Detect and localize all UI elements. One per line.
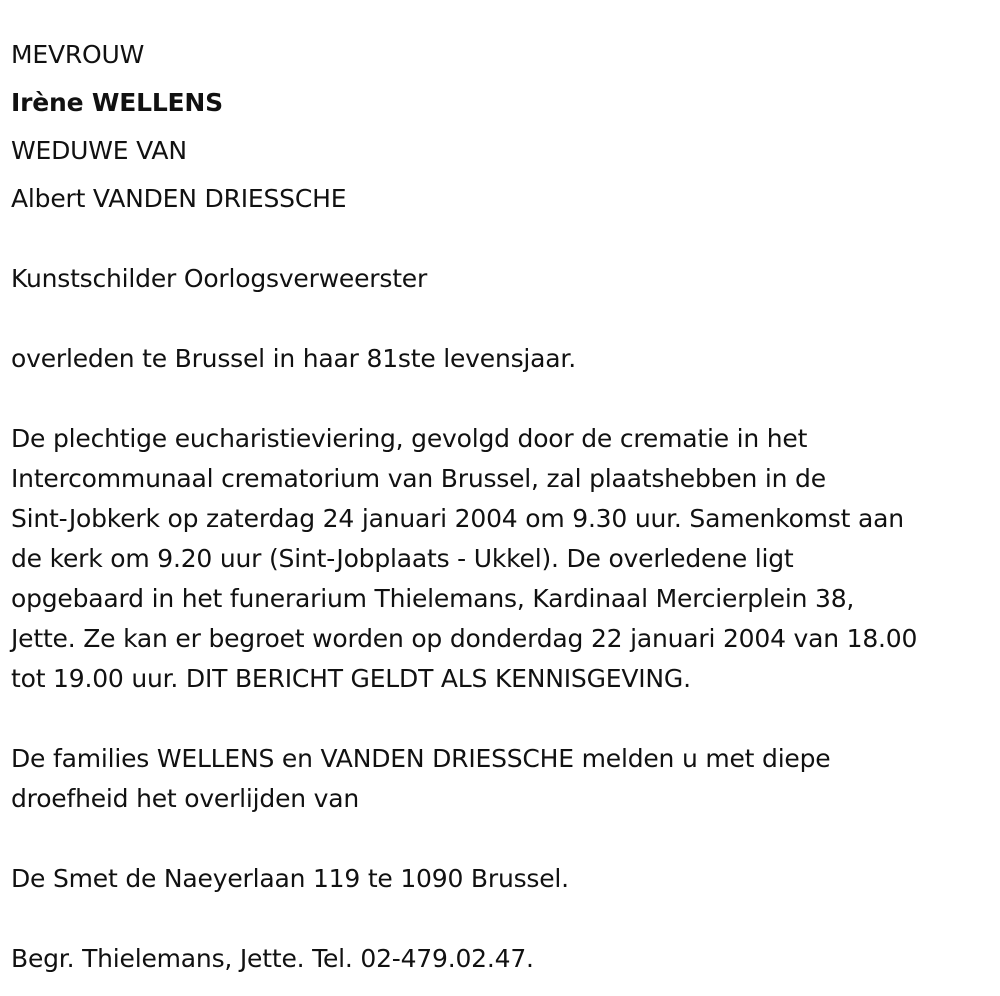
ceremony-line: Jette. Ze kan er begroet worden op donderdag 22 januari 2004 van 18.00	[11, 624, 918, 653]
families-paragraph	[11, 739, 993, 819]
address: De Smet de Naeyerlaan 119 te 1090 Brussel.	[11, 864, 569, 893]
spacer	[11, 899, 993, 939]
spacer	[11, 699, 993, 739]
deceased-name: Irène WELLENS	[11, 88, 223, 117]
spouse-name: Albert VANDEN DRIESSCHE	[11, 184, 347, 213]
ceremony-line: Sint-Jobkerk op zaterdag 24 januari 2004 om 9.30 uur. Samenkomst aan	[11, 504, 904, 533]
death-statement: overleden te Brussel in haar 81ste levensjaar.	[11, 344, 576, 373]
ceremony-line: tot 19.00 uur. DIT BERICHT GELDT ALS KENNISGEVING.	[11, 664, 691, 693]
widow-label: WEDUWE VAN	[11, 136, 187, 165]
undertaker: Begr. Thielemans, Jette. Tel. 02-479.02.47.	[11, 944, 534, 973]
spacer	[11, 227, 993, 259]
families-line: De families WELLENS en VANDEN DRIESSCHE melden u met diepe	[11, 744, 831, 773]
spacer	[11, 307, 993, 339]
ceremony-line: De plechtige eucharistieviering, gevolgd door de crematie in het	[11, 424, 808, 453]
ceremony-line: Intercommunaal crematorium van Brussel, zal plaatshebben in de	[11, 464, 826, 493]
salutation: MEVROUW	[11, 40, 145, 69]
spacer	[11, 387, 993, 419]
ceremony-line: opgebaard in het funerarium Thielemans, Kardinaal Mercierplein 38,	[11, 584, 855, 613]
spacer	[11, 819, 993, 859]
profession: Kunstschilder Oorlogsverweerster	[11, 264, 428, 293]
ceremony-paragraph	[11, 419, 993, 699]
death-notice	[11, 35, 993, 979]
ceremony-line: de kerk om 9.20 uur (Sint-Jobplaats - Ukkel). De overledene ligt	[11, 544, 794, 573]
families-line: droefheid het overlijden van	[11, 784, 360, 813]
